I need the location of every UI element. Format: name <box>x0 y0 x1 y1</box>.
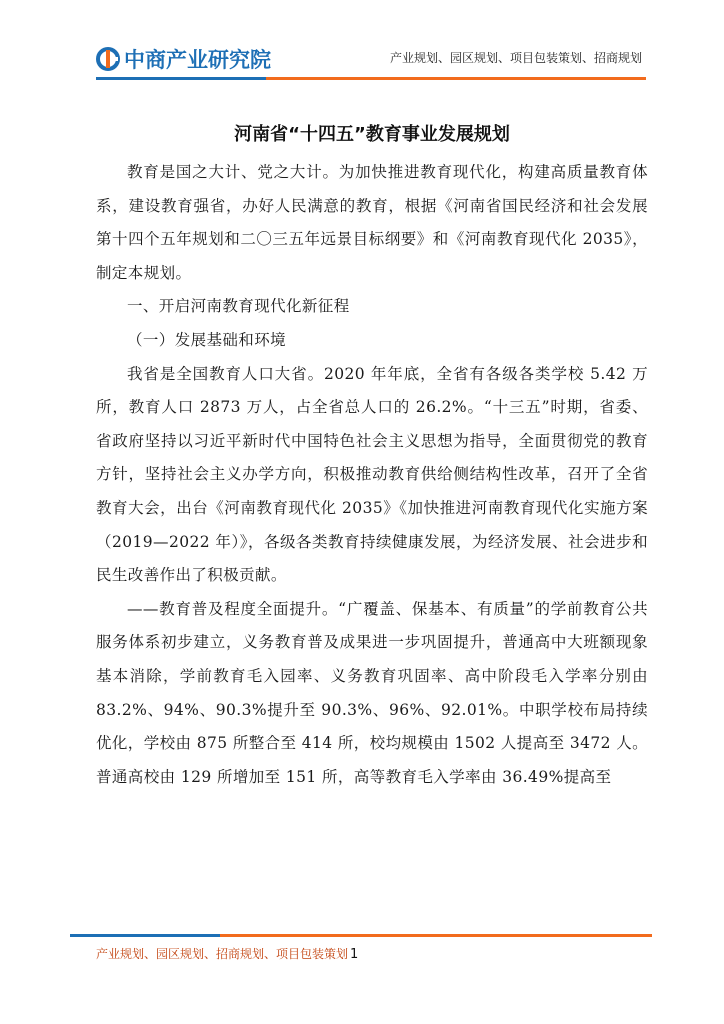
document-body <box>96 118 648 794</box>
intro-paragraph: 教育是国之大计、党之大计。为加快推进教育现代化，构建高质量教育体系，建设教育强省，办好人民满意的教育，根据《河南省国民经济和社会发展第十四个五年规划和二〇三五年远景目标纲要》和《河南教育现代化 2035》，制定本规划。 <box>96 163 648 282</box>
page-footer <box>96 945 358 962</box>
footer-text: 产业规划、园区规划、招商规划、项目包装策划 <box>96 947 349 961</box>
body-paragraph: 我省是全国教育人口大省。2020 年年底，全省有各级各类学校 5.42 万所，教育人口 2873 万人，占全省总人口的 26.2%。“十三五”时期，省委、省政府坚持以习近平新时代中国特色社会主义思想为指导，全面贯彻党的教育方针，坚持社会主义办学方向，积极推动教育供给侧结构性改革，召开了全省教育大会，出台《河南教育现代化 2035》《加快推进河南教育现代化实施方案（2019—2022 年）》，各级各类教育持续健康发展，为经济发展、社会进步和民生改善作出了积极贡献。 <box>96 364 648 585</box>
section-heading: 一、开启河南教育现代化新征程 <box>127 297 350 316</box>
logo-text: 中商产业研究院 <box>124 48 271 72</box>
body-paragraph: ——教育普及程度全面提升。“广覆盖、保基本、有质量”的学前教育公共服务体系初步建立，义务教育普及成果进一步巩固提升，普通高中大班额现象基本消除，学前教育毛入园率、义务教育巩固率、高中阶段毛入学率分别由 83.2%、94%、90.3%提升至 90.3%、96%、92.01%。中职学校布局持续优化，学校由 875 所整合至 414 所，校均规模由 1502 人提高至 3472 人。普通高校由 129 所增加至 151 所，高等教育毛入学率由 36.49%提高至 <box>96 599 648 786</box>
document-title: 河南省“十四五”教育事业发展规划 <box>234 124 510 145</box>
footer-rule-blue <box>70 934 220 937</box>
header-tagline: 产业规划、园区规划、项目包装策划、招商规划 <box>389 51 642 65</box>
page-number: 1 <box>350 947 359 962</box>
header-rule-orange <box>266 77 646 80</box>
logo <box>96 44 271 74</box>
footer-rule-orange <box>220 934 652 937</box>
subsection-heading: （一）发展基础和环境 <box>127 330 287 349</box>
logo-mark-icon <box>96 47 120 71</box>
header-rule-blue <box>96 77 266 80</box>
